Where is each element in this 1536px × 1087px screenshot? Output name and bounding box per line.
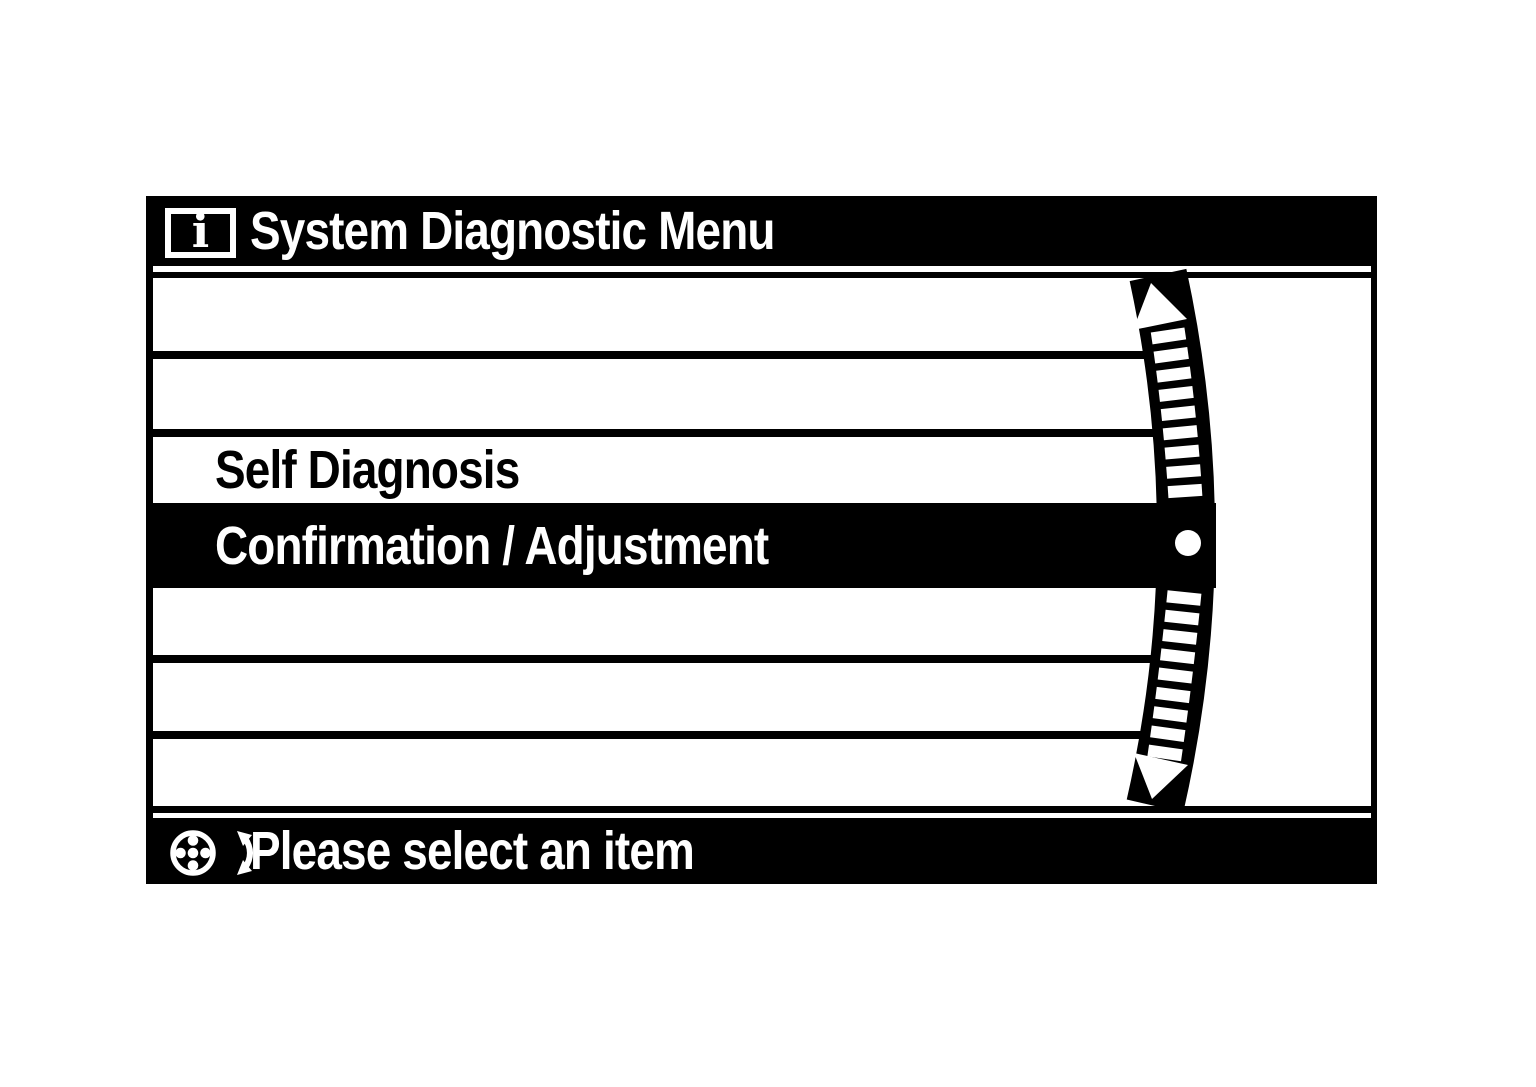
joystick-dot-center xyxy=(188,848,199,859)
info-icon-glyph: i xyxy=(191,204,210,258)
selected-indicator-dot xyxy=(1175,530,1201,556)
status-bar xyxy=(146,818,1377,884)
title-bar xyxy=(146,196,1377,266)
frame-border-right xyxy=(1371,196,1377,884)
system-diagnostic-screen xyxy=(146,196,1377,884)
list-bottom-divider xyxy=(146,806,1377,813)
row-divider xyxy=(153,731,1190,739)
menu-item-confirmation-adjustment[interactable] xyxy=(153,503,1216,588)
joystick-dot-right xyxy=(200,848,211,859)
menu-row-2[interactable] xyxy=(153,359,1371,429)
row-divider xyxy=(153,655,1190,663)
menu-row-6[interactable] xyxy=(153,663,1371,731)
joystick-dot-up xyxy=(188,835,199,846)
row-divider xyxy=(153,429,1190,437)
row-divider xyxy=(153,351,1190,359)
menu-item-label: Confirmation / Adjustment xyxy=(215,515,769,576)
page-title: System Diagnostic Menu xyxy=(250,201,775,261)
joystick-dot-left xyxy=(175,848,186,859)
menu-row-5[interactable] xyxy=(153,588,1371,655)
menu-item-self-diagnosis[interactable] xyxy=(153,437,1371,503)
info-icon xyxy=(165,204,236,258)
menu-row-1[interactable] xyxy=(153,278,1371,351)
joystick-dot-down xyxy=(188,860,199,871)
menu-item-label: Self Diagnosis xyxy=(215,440,520,500)
status-message: Please select an item xyxy=(250,821,694,881)
frame-border-left xyxy=(146,196,153,884)
menu-row-7[interactable] xyxy=(153,739,1371,806)
